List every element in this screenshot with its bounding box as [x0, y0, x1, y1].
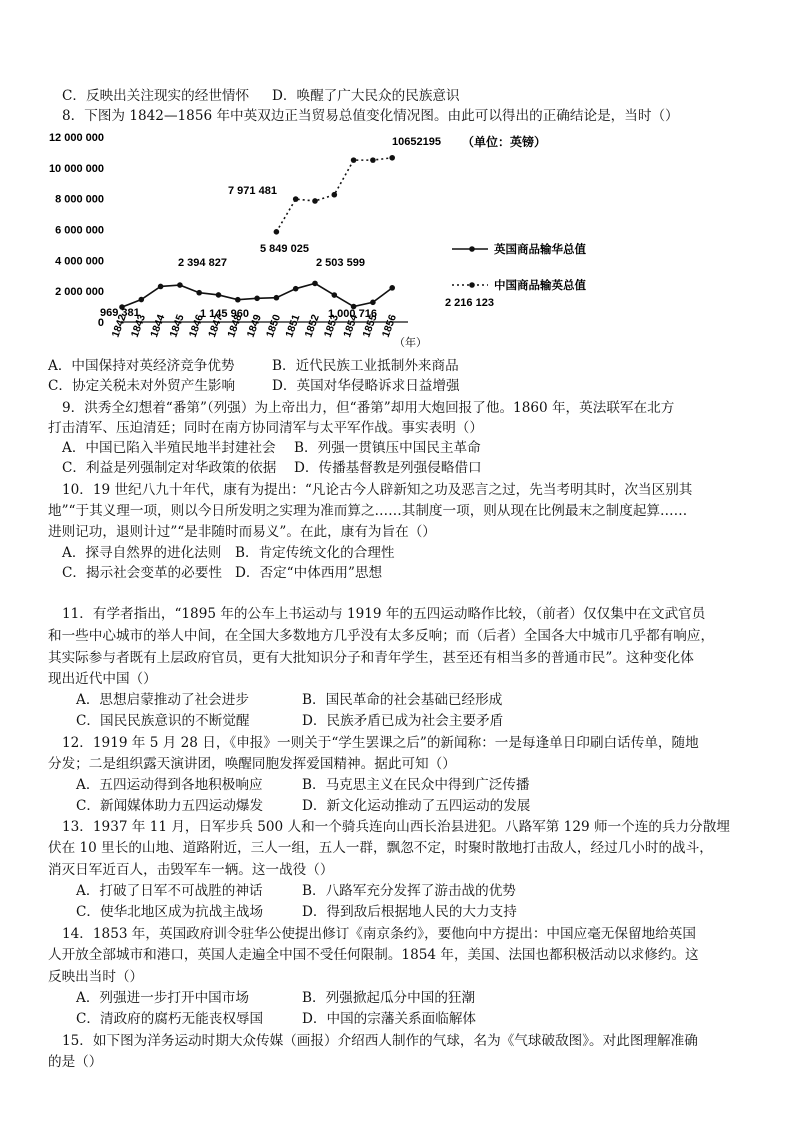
trade-line-chart [48, 124, 620, 352]
series-cn-point [351, 157, 357, 163]
q8-option-d: D．英国对华侵略诉求日益增强 [272, 378, 460, 394]
q9-option-a: A．中国已陷入半殖民地半封建社会 [62, 440, 276, 456]
q12-option-d: D．新文化运动推动了五四运动的发展 [302, 798, 531, 814]
q13-stem-2: 伏在 10 里长的山地、道路附近，三人一组，五人一群，飘忽不定，时聚时散地打击敌人，经过几小时的战斗， [48, 840, 713, 856]
series-uk-point [177, 282, 183, 288]
q9-option-b: B．列强一贯镇压中国民主革命 [294, 440, 481, 456]
y-tick-label: 2 000 000 [55, 286, 104, 299]
q10-stem-2: 地”“于其义理一项，则以今日所发明之实理为准而算之……其制度一项，则从现在比例最末之制度起算…… [48, 503, 688, 519]
q12-stem-2: 分发；二是组织露天演讲团，唤醒同胞发挥爱国精神。据此可知（） [48, 756, 456, 772]
q11-option-b: B．国民革命的社会基础已经形成 [302, 692, 503, 708]
unit-label: （单位：英镑） [462, 135, 547, 149]
q15-stem-2: 的是（） [48, 1054, 103, 1070]
q11-stem-1: 11．有学者指出，“1895 年的公车上书运动与 1919 年的五四运动略作比较，（前者）仅仅集中在文武官员 [62, 606, 706, 622]
data-label: 2 394 827 [178, 257, 227, 269]
q8-option-b: B．近代民族工业抵制外来商品 [272, 358, 459, 374]
x-tick-label: 1845 [167, 312, 187, 340]
q10-option-b: B．肯定传统文化的合理性 [235, 545, 395, 561]
q11-stem-4: 现出近代中国（） [48, 671, 157, 687]
series-uk-point [254, 296, 260, 302]
legend-uk-label: 英国商品输华总值 [494, 244, 586, 256]
q8-stem: 8．下图为 1842—1856 年中英双边正当贸易总值变化情况图。由此可以得出的正确结论是，当时（） [62, 108, 679, 124]
q13-stem-1: 13．1937 年 11 月，日军步兵 500 人和一个骑兵连向山西长治县进犯。八路军第 129 师一个连的兵力分散埋 [62, 819, 730, 835]
series-uk-point [370, 300, 376, 306]
series-uk-point [216, 292, 222, 298]
q13-option-a: A．打破了日军不可战胜的神话 [76, 883, 263, 899]
series-cn-point [370, 157, 376, 163]
q11-option-d: D．民族矛盾已成为社会主要矛盾 [302, 713, 504, 729]
q10-option-a: A．探寻自然界的进化法则 [62, 545, 222, 561]
q11-option-a: A．思想启蒙推动了社会进步 [76, 692, 249, 708]
q14-option-c: C．清政府的腐朽无能丧权辱国 [76, 1011, 264, 1027]
series-uk-point [389, 285, 395, 291]
legend [452, 242, 586, 292]
q14-option-a: A．列强进一步打开中国市场 [76, 990, 249, 1006]
y-tick-label: 12 000 000 [48, 132, 104, 144]
data-label: 5 849 025 [260, 243, 309, 255]
series-uk-point [235, 297, 241, 303]
x-tick-label: 1850 [263, 312, 284, 340]
x-tick-label: 1853 [321, 312, 342, 340]
y-tick-label: 8 000 000 [55, 193, 104, 206]
x-tick-label: 1849 [244, 312, 264, 340]
x-tick-label: 1844 [148, 312, 168, 340]
q14-option-b: B．列强掀起瓜分中国的狂潮 [302, 990, 476, 1006]
q10-option-c: C．揭示社会变革的必要性 [62, 565, 222, 581]
q9-option-c: C．利益是列强制定对华政策的依据 [62, 460, 277, 476]
series-cn-point [312, 198, 318, 204]
q13-stem-3: 消灭日军近百人，击毁军车一辆。这一战役（） [48, 862, 334, 878]
data-label: 969 381 [100, 307, 140, 319]
q7-option-d: D．唤醒了广大民众的民族意识 [272, 88, 460, 104]
series-uk-point [158, 284, 164, 290]
data-label: 10652195 [392, 136, 441, 148]
q11-stem-2: 和一些中心城市的举人中间，在全国大多数地方几乎没有太多反响；而（后者）全国各大中城市几乎都有响应， [48, 628, 715, 644]
x-unit-label: （年） [394, 337, 427, 349]
x-tick-label: 1851 [283, 312, 303, 340]
q15-stem-1: 15．如下图为洋务运动时期大众传媒（画报）介绍西人制作的气球，名为《气球破敌图》。对此图理解准确 [62, 1033, 698, 1049]
q7-option-c: C．反映出关注现实的经世情怀 [62, 88, 250, 104]
q12-option-c: C．新闻媒体助力五四运动爆发 [76, 798, 264, 814]
x-tick-label: 1848 [225, 312, 245, 340]
y-tick-label: 4 000 000 [55, 255, 104, 268]
q12-option-a: A．五四运动得到各地积极响应 [76, 777, 263, 793]
q11-stem-3: 其实际参与者既有上层政府官员，更有大批知识分子和青年学生，甚至还有相当多的普通市民”。这种变化体 [48, 650, 694, 666]
x-tick-label: 1846 [186, 312, 207, 340]
q12-stem-1: 12．1919 年 5 月 28 日，《申报》一则关于“学生罢课之后”的新闻称：一是每逢单日印刷白话传单，随地 [62, 735, 699, 751]
y-tick-label: 6 000 000 [55, 224, 104, 237]
data-label: 1 000 716 [328, 308, 377, 320]
q9-stem-1: 9．洪秀全幻想着“番第”（列强）为上帝出力，但“番第”却用大炮回报了他。1860 年，英法联军在北方 [62, 400, 675, 416]
q13-option-d: D．得到敌后根据地人民的大力支持 [302, 904, 517, 920]
series-cn-point [274, 229, 280, 235]
q9-option-d: D．传播基督教是列强侵略借口 [294, 460, 482, 476]
data-label: 2 503 599 [316, 257, 365, 269]
series-uk-point [312, 281, 318, 287]
data-label: 2 216 123 [445, 297, 494, 309]
q14-stem-1: 14．1853 年，英国政府训令驻华公使提出修订《南京条约》，要他向中方提出：中国应毫无保留地给英国 [62, 926, 696, 942]
q8-option-a: A．中国保持对英经济竞争优势 [48, 358, 235, 374]
legend-uk-marker [469, 246, 475, 252]
x-tick-label: 1842 [109, 312, 129, 340]
series-uk-point [332, 292, 338, 298]
x-tick-label: 1856 [379, 312, 400, 340]
q8-option-c: C．协定关税未对外贸产生影响 [48, 378, 236, 394]
q10-option-d: D．否定“中体西用”思想 [235, 565, 383, 581]
x-tick-label: 1852 [302, 312, 322, 340]
q14-stem-3: 反映出当时（） [48, 969, 144, 985]
q10-stem-1: 10．19 世纪八九十年代，康有为提出：“凡论古今人辟新知之功及恶言之过，先当考明其时，次当区别其 [62, 482, 693, 498]
series-cn-point [293, 196, 299, 202]
q13-option-b: B．八路军充分发挥了游击战的优势 [302, 883, 516, 899]
series-uk-point [196, 290, 202, 296]
series-uk-point [274, 295, 280, 301]
q11-option-c: C．国民民族意识的不断觉醒 [76, 713, 250, 729]
q9-stem-2: 打击清军、压迫清廷；同时在南方协同清军与太平军作战。事实表明（） [48, 420, 483, 436]
q14-option-d: D．中国的宗藩关系面临解体 [302, 1011, 477, 1027]
x-tick-label: 1843 [128, 312, 149, 340]
x-tick-label: 1847 [206, 312, 226, 340]
series-uk-point [139, 297, 145, 303]
y-tick-label: 10 000 000 [48, 162, 104, 175]
series-uk-point [293, 286, 299, 292]
x-tick-label: 1854 [341, 312, 361, 340]
y-tick-label: 0 [97, 317, 104, 329]
q12-option-b: B．马克思主义在民众中得到广泛传播 [302, 777, 530, 793]
legend-cn-label: 中国商品输英总值 [494, 280, 586, 292]
q13-option-c: C．使华北地区成为抗战主战场 [76, 904, 264, 920]
data-label: 7 971 481 [228, 185, 277, 197]
legend-cn-marker [469, 282, 475, 288]
q10-stem-3: 进则记功，退则计过”“是非随时而易义”。在此，康有为旨在（） [48, 524, 436, 540]
series-cn-point [332, 192, 338, 198]
q14-stem-2: 人开放全部城市和港口，英国人走遍全中国不受任何限制。1854 年，美国、法国也都积极活动以求修约。这 [48, 947, 699, 963]
series-cn-point [389, 155, 395, 161]
x-tick-label: 1855 [360, 312, 380, 340]
data-label: 1 145 960 [200, 308, 249, 320]
